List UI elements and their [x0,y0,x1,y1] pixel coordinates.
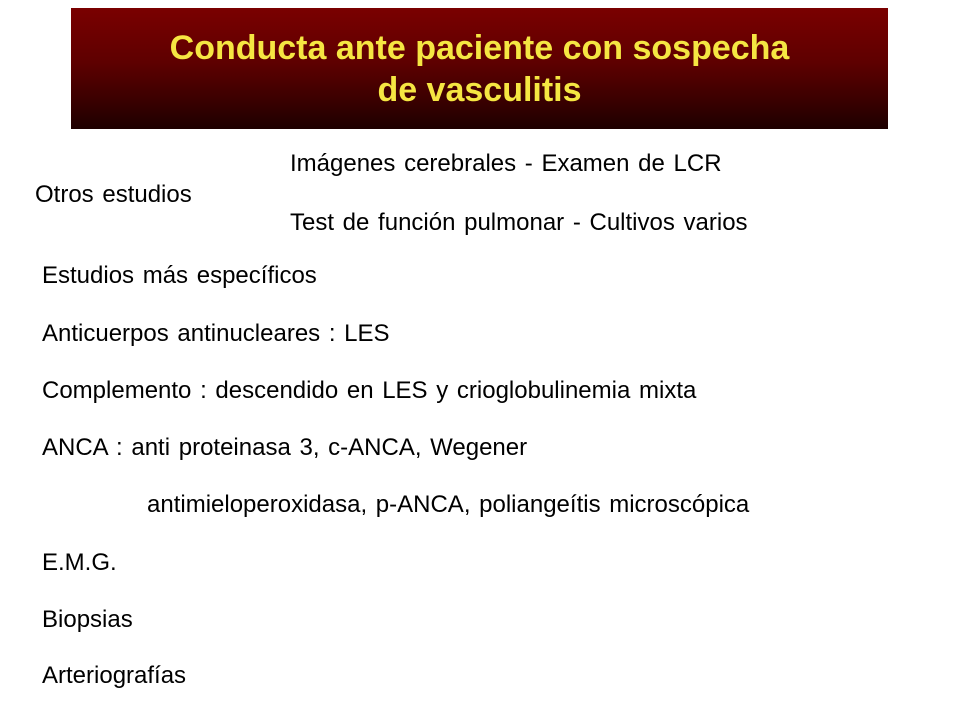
other-studies-label: Otros estudios [35,181,192,208]
list-item-anca-mpo: antimieloperoxidasa, p-ANCA, poliangeítis microscópica [147,491,750,518]
title-banner [71,8,888,129]
list-item-arteriography: Arteriografías [42,662,187,689]
list-item-ana: Anticuerpos antinucleares : LES [42,320,390,347]
other-studies-line-2: Test de función pulmonar - Cultivos varios [290,209,748,236]
other-studies-line-1: Imágenes cerebrales - Examen de LCR [290,150,722,177]
list-item-emg: E.M.G. [42,549,117,576]
slide-title-line-2: de vasculitis [377,70,582,109]
list-item-specific-studies: Estudios más específicos [42,262,317,289]
list-item-complement: Complemento : descendido en LES y crioglobulinemia mixta [42,377,697,404]
list-item-biopsies: Biopsias [42,606,133,633]
slide-title-line-1: Conducta ante paciente con sospecha [169,28,790,67]
list-item-anca: ANCA : anti proteinasa 3, c-ANCA, Wegener [42,434,528,461]
